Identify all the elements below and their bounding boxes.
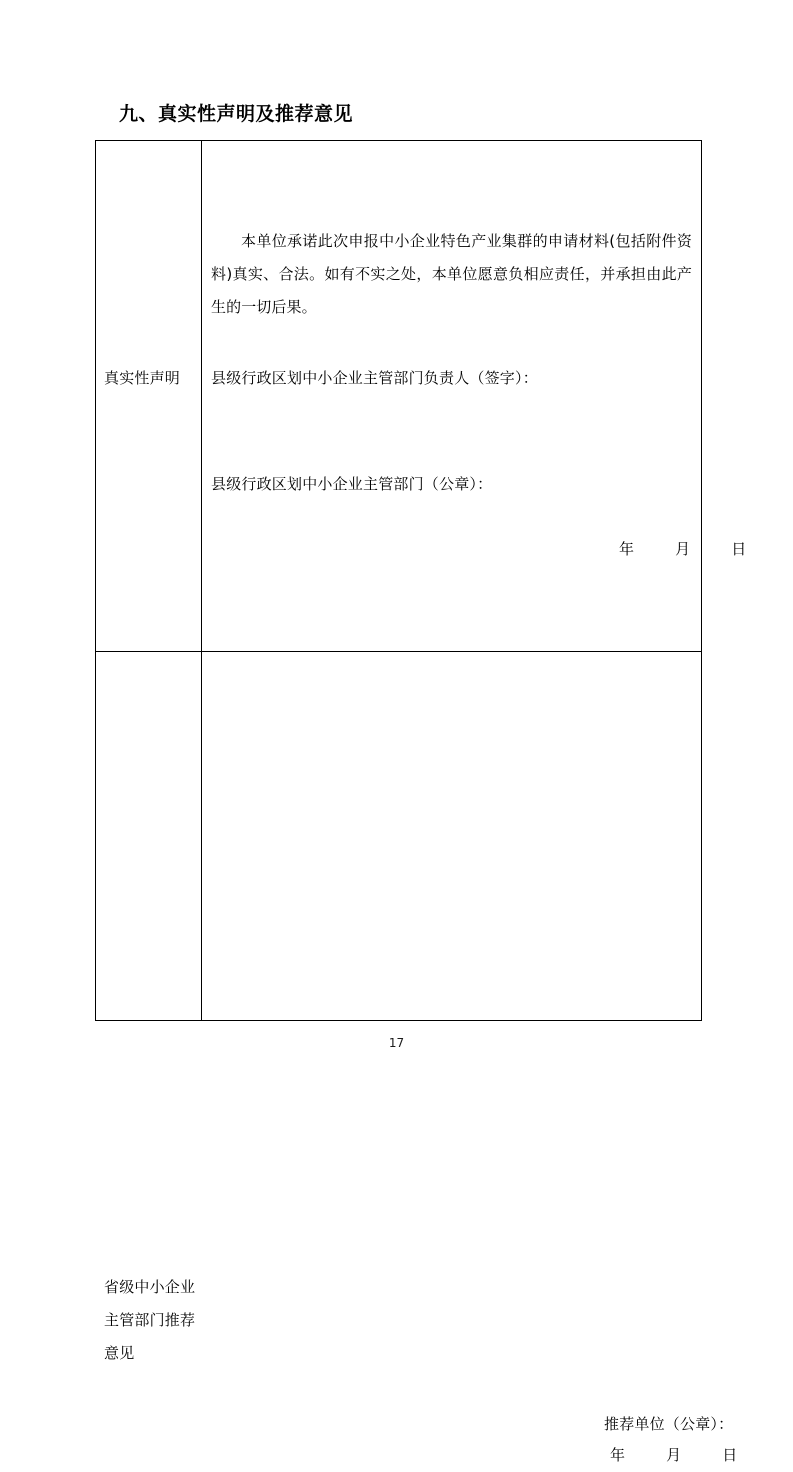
date-month-label: 月 <box>675 540 691 558</box>
table-row-recommendation <box>96 652 702 1021</box>
page-title: 九、真实性声明及推荐意见 <box>119 103 354 125</box>
table-row-declaration <box>96 141 702 652</box>
signature-seal-label: 县级行政区划中小企业主管部门（公章）： <box>211 475 493 493</box>
date-day-label: 日 <box>731 540 747 558</box>
recommendation-seal-label: 推荐单位（公章）： <box>604 1415 734 1433</box>
declaration-content-cell <box>202 141 747 652</box>
recommendation-date-line <box>610 1439 737 1472</box>
recommendation-row-label: 省级中小企业主管部门推荐意见 <box>104 1278 196 1362</box>
signature-person-label: 县级行政区划中小企业主管部门负责人（签字）： <box>211 369 538 387</box>
declaration-date-line <box>619 533 746 566</box>
date-month-label: 月 <box>666 1446 682 1464</box>
date-year-label: 年 <box>610 1446 626 1464</box>
page-number-footer: 17 <box>388 1036 405 1050</box>
declaration-label-cell <box>96 141 202 652</box>
declaration-row-label: 真实性声明 <box>104 369 181 387</box>
date-day-label: 日 <box>722 1446 738 1464</box>
recommendation-label-cell <box>96 652 202 1362</box>
date-year-label: 年 <box>619 540 635 558</box>
declaration-paragraph-text: 本单位承诺此次申报中小企业特色产业集群的申请材料(包括附件资料)真实、合法。如有不实之处，本单位愿意负相应责任，并承担由此产生的一切后果。 <box>211 232 692 316</box>
